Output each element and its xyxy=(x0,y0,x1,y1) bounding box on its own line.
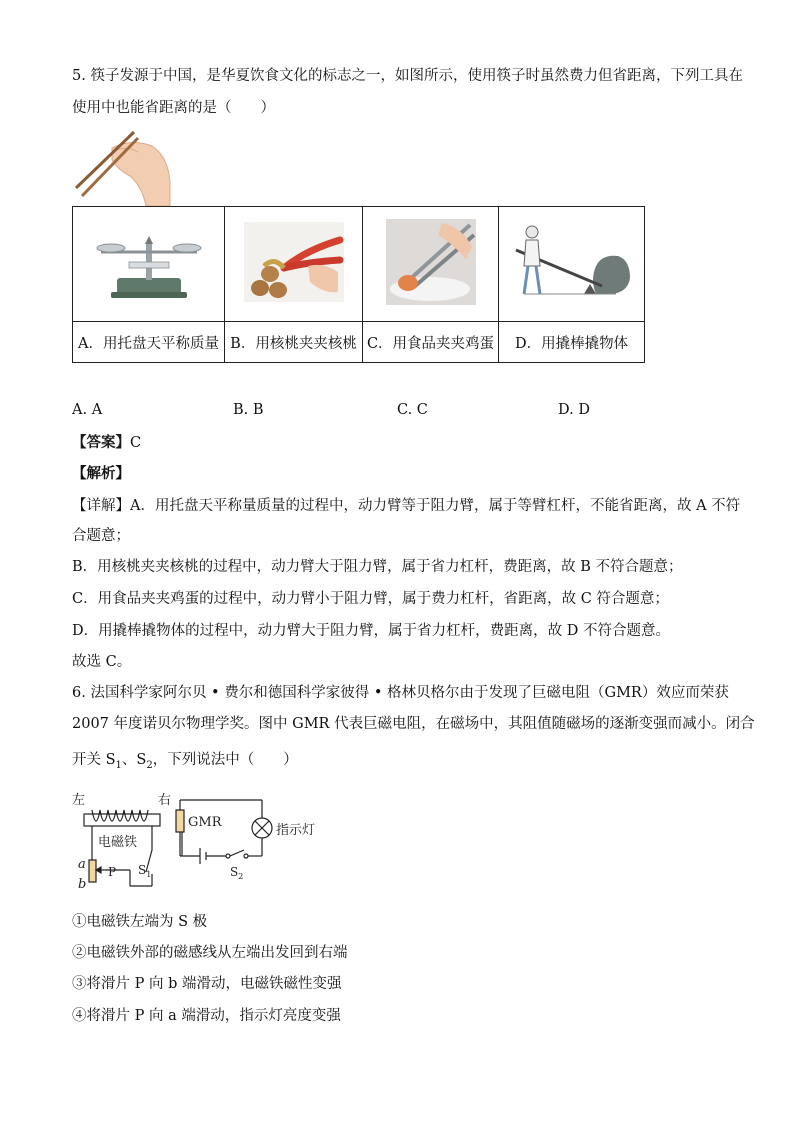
label-p: P xyxy=(108,865,117,879)
label-lamp: 指示灯 xyxy=(276,823,316,838)
label-s2-letter: S xyxy=(230,865,239,879)
option-c: C. C xyxy=(397,402,428,418)
q6-stem-line2: 2007 年度诺贝尔物理学奖。图中 GMR 代表巨磁电阻，在磁场中，其阻值随磁场的逐渐变强而减小。闭合 xyxy=(72,716,755,732)
label-gmr: GMR xyxy=(188,815,222,830)
option-b: B. B xyxy=(233,402,264,418)
label-electromagnet: 电磁铁 xyxy=(98,835,138,850)
statement-4: ④将滑片 P 向 a 端滑动，指示灯亮度变强 xyxy=(72,1008,341,1024)
choice-d-caption: D．用撬棒撬物体 xyxy=(499,322,645,363)
label-s1-letter: S xyxy=(138,863,147,877)
label-s1 xyxy=(138,863,151,879)
label-left: 左 xyxy=(72,793,86,808)
statement-2: ②电磁铁外部的磁感线从左端出发回到右端 xyxy=(72,945,348,961)
detail-line5: D．用撬棒撬物体的过程中，动力臂大于阻力臂，属于省力杠杆，费距离，故 D 不符合题意。 xyxy=(72,623,670,639)
answer-value: C xyxy=(130,435,142,451)
q6-stem-line3-suffix: ，下列说法中（ ） xyxy=(152,752,298,768)
option-a: A. A xyxy=(72,402,103,418)
label-s2-subscript: 2 xyxy=(238,872,244,881)
q6-stem-line3-prefix: 开关 S xyxy=(72,752,116,768)
detail-line2: 合题意； xyxy=(72,528,130,544)
q6-stem-s2-sub: 2 xyxy=(146,759,153,771)
q5-stem-line1: 5. 筷子发源于中国，是华夏饮食文化的标志之一，如图所示，使用筷子时虽然费力但省距离，下列工具在 xyxy=(72,68,743,84)
nutcracker-image xyxy=(244,222,344,302)
q5-stem-line2: 使用中也能省距离的是（ ） xyxy=(72,100,275,116)
q5-choices-table xyxy=(72,206,645,363)
food-tongs-image-cell xyxy=(363,207,499,322)
statement-3: ③将滑片 P 向 b 端滑动，电磁铁磁性变强 xyxy=(72,976,342,992)
detail-line1: 【详解】A．用托盘天平称量质量的过程中，动力臂等于阻力臂，属于等臂杠杆，不能省距离，故 A 不符 xyxy=(72,498,741,514)
detail-line3: B．用核桃夹夹核桃的过程中，动力臂大于阻力臂，属于省力杠杆，费距离，故 B 不符合题意； xyxy=(72,559,683,575)
electromagnet-circuit-diagram xyxy=(70,790,330,900)
choice-b-caption: B．用核桃夹夹核桃 xyxy=(225,322,363,363)
q6-stem-line1: 6. 法国科学家阿尔贝 • 费尔和德国科学家彼得 • 格林贝格尔由于发现了巨磁电阻（GMR）效应而荣获 xyxy=(72,685,729,701)
statement-1: ①电磁铁左端为 S 极 xyxy=(72,914,208,930)
q5-options xyxy=(72,402,632,422)
crowbar-image xyxy=(512,220,632,304)
choice-c-caption: C．用食品夹夹鸡蛋 xyxy=(363,322,499,363)
label-s1-subscript: 1 xyxy=(146,870,152,879)
answer-label: 【答案】 xyxy=(72,434,130,451)
label-b: b xyxy=(78,877,87,892)
chopsticks-hand-image xyxy=(72,126,172,206)
food-tongs-image xyxy=(386,219,476,305)
crowbar-image-cell xyxy=(499,207,645,322)
balance-scale-image-cell xyxy=(73,207,225,322)
q6-stem-s1-sub: 1 xyxy=(115,759,122,771)
detail-line4: C．用食品夹夹鸡蛋的过程中，动力臂小于阻力臂，属于费力杠杆，省距离，故 C 符合题意； xyxy=(72,591,669,607)
balance-scale-image xyxy=(89,222,209,302)
analysis-label: 【解析】 xyxy=(72,465,130,482)
label-a: a xyxy=(78,857,86,872)
nutcracker-image-cell xyxy=(225,207,363,322)
label-s2 xyxy=(230,865,243,881)
choice-a-caption: A．用托盘天平称质量 xyxy=(73,322,225,363)
q6-stem-line3 xyxy=(72,750,298,776)
option-d: D. D xyxy=(558,402,590,418)
label-right: 右 xyxy=(158,793,172,808)
q5-answer xyxy=(72,433,141,453)
q6-stem-line3-mid: 、S xyxy=(121,752,147,768)
conclusion: 故选 C。 xyxy=(72,654,132,670)
